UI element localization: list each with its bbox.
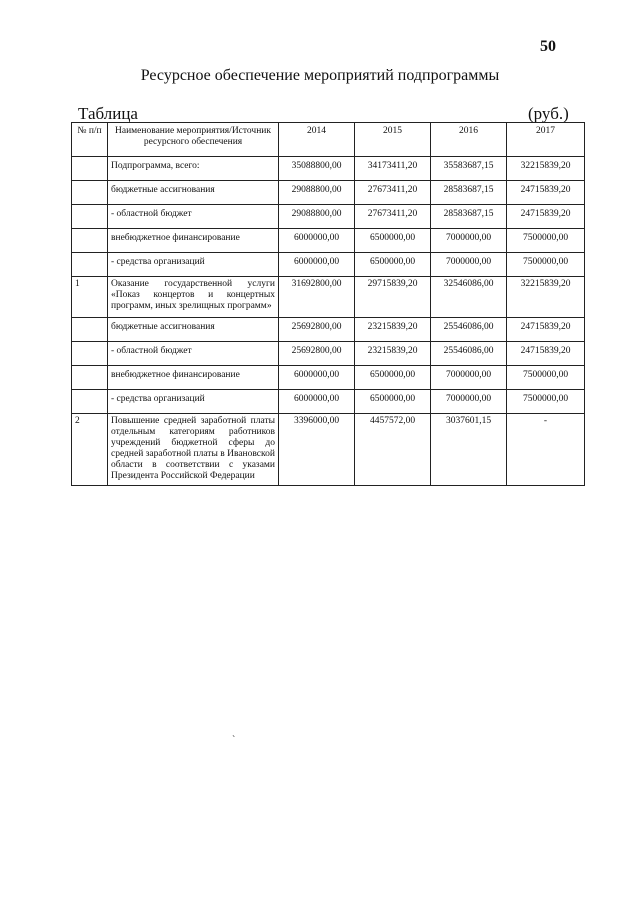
page-number: 50 (540, 38, 556, 55)
row-num (72, 253, 108, 277)
value-2015: 6500000,00 (355, 366, 431, 390)
row-name: - областной бюджет (108, 205, 279, 229)
value-2014: 29088800,00 (279, 181, 355, 205)
value-2016: 25546086,00 (431, 318, 507, 342)
value-2015: 6500000,00 (355, 253, 431, 277)
value-2015: 27673411,20 (355, 181, 431, 205)
value-2014: 25692800,00 (279, 318, 355, 342)
table-label: Таблица (78, 104, 138, 123)
value-2014: 6000000,00 (279, 253, 355, 277)
value-2016: 7000000,00 (431, 253, 507, 277)
value-2016: 7000000,00 (431, 390, 507, 414)
value-2016: 35583687,15 (431, 157, 507, 181)
row-num (72, 366, 108, 390)
table-row (72, 229, 585, 253)
value-2017: 7500000,00 (507, 253, 585, 277)
value-2014: 6000000,00 (279, 390, 355, 414)
row-num: 2 (72, 414, 108, 486)
header-2017: 2017 (507, 123, 585, 157)
value-2017: 24715839,20 (507, 342, 585, 366)
value-2016: 28583687,15 (431, 181, 507, 205)
value-2016: 3037601,15 (431, 414, 507, 486)
value-2015: 6500000,00 (355, 229, 431, 253)
value-2017: 7500000,00 (507, 229, 585, 253)
row-num (72, 342, 108, 366)
header-2014: 2014 (279, 123, 355, 157)
value-2014: 6000000,00 (279, 229, 355, 253)
header-2015: 2015 (355, 123, 431, 157)
value-2014: 31692800,00 (279, 277, 355, 318)
value-2017: 7500000,00 (507, 390, 585, 414)
table-row (72, 318, 585, 342)
value-2015: 29715839,20 (355, 277, 431, 318)
table-row (72, 205, 585, 229)
value-2014: 6000000,00 (279, 366, 355, 390)
value-2014: 29088800,00 (279, 205, 355, 229)
table-row (72, 253, 585, 277)
table-row (72, 157, 585, 181)
value-2017: 24715839,20 (507, 181, 585, 205)
page-title: Ресурсное обеспечение мероприятий подпрограммы (140, 67, 500, 84)
header-num: № п/п (72, 123, 108, 157)
row-num (72, 205, 108, 229)
table-row (72, 342, 585, 366)
row-name: Оказание государственной услуги «Показ концертов и концертных программ, иных зрелищных программ» (108, 277, 279, 318)
value-2016: 32546086,00 (431, 277, 507, 318)
row-num (72, 157, 108, 181)
header-name: Наименование мероприятия/Источник ресурсного обеспечения (108, 123, 279, 157)
resource-table (71, 122, 585, 486)
row-num: 1 (72, 277, 108, 318)
stray-mark: ` (232, 735, 236, 746)
row-name: - областной бюджет (108, 342, 279, 366)
table-row (72, 390, 585, 414)
row-name: Повышение средней заработной платы отдельным категориям работников учреждений бюджетной сферы до средней заработной платы в Ивановской области в соответствии с указами Президента Российской Федерации (108, 414, 279, 486)
row-name: бюджетные ассигнования (108, 181, 279, 205)
row-name: Подпрограмма, всего: (108, 157, 279, 181)
value-2015: 34173411,20 (355, 157, 431, 181)
value-2017: 32215839,20 (507, 157, 585, 181)
table-row (72, 366, 585, 390)
value-2015: 4457572,00 (355, 414, 431, 486)
value-2014: 35088800,00 (279, 157, 355, 181)
row-name: внебюджетное финансирование (108, 366, 279, 390)
value-2014: 25692800,00 (279, 342, 355, 366)
value-2017: - (507, 414, 585, 486)
row-name: - средства организаций (108, 390, 279, 414)
value-2016: 7000000,00 (431, 366, 507, 390)
value-2017: 7500000,00 (507, 366, 585, 390)
row-num (72, 181, 108, 205)
row-num (72, 229, 108, 253)
row-name: - средства организаций (108, 253, 279, 277)
header-2016: 2016 (431, 123, 507, 157)
table-row (72, 414, 585, 486)
value-2016: 28583687,15 (431, 205, 507, 229)
value-2016: 25546086,00 (431, 342, 507, 366)
table-row (72, 277, 585, 318)
value-2015: 23215839,20 (355, 342, 431, 366)
table-header-row (72, 123, 585, 157)
row-num (72, 318, 108, 342)
value-2015: 27673411,20 (355, 205, 431, 229)
value-2017: 24715839,20 (507, 205, 585, 229)
value-2017: 32215839,20 (507, 277, 585, 318)
value-2014: 3396000,00 (279, 414, 355, 486)
value-2017: 24715839,20 (507, 318, 585, 342)
value-2015: 23215839,20 (355, 318, 431, 342)
row-name: внебюджетное финансирование (108, 229, 279, 253)
value-2016: 7000000,00 (431, 229, 507, 253)
table-row (72, 181, 585, 205)
row-num (72, 390, 108, 414)
value-2015: 6500000,00 (355, 390, 431, 414)
row-name: бюджетные ассигнования (108, 318, 279, 342)
units-label: (руб.) (528, 104, 569, 123)
